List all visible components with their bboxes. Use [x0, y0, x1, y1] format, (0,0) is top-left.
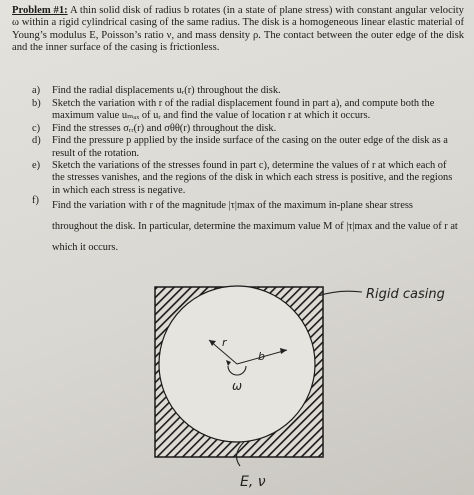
disk-figure	[0, 282, 474, 495]
part-d	[32, 135, 460, 159]
omega-label: ω	[232, 379, 243, 393]
problem-title: Problem #1:	[12, 5, 68, 16]
part-label: c)	[32, 122, 41, 134]
part-text: Find the pressure p applied by the inside surface of the casing on the outer edge of the disk as a result of the rotation.	[52, 135, 448, 159]
part-label: b)	[32, 97, 41, 109]
radius-label: r	[222, 336, 227, 349]
part-b	[32, 98, 460, 122]
part-text: Sketch the variation with r of the radial displacement found in part a), and compute both the maximum value uₘₐₓ of uᵣ and find the value of location r at which it occurs.	[52, 97, 435, 121]
part-text: Find the variation with r of the magnitude |τ|max of the maximum in-plane shear stress throughout the disk. In particular, determine the maximum value M of |τ|max and the value of r at which it occurs.	[52, 200, 458, 254]
part-label: f)	[32, 195, 39, 207]
part-f	[32, 195, 460, 258]
part-e	[32, 160, 460, 197]
problem-parts-list	[32, 85, 460, 259]
outer-radius-label: b	[258, 350, 265, 363]
part-text: Sketch the variations of the stresses found in part c), determine the values of r at which each of the stresses vanishes, and the regions of the disk in which each stress is positive, and the regions in which each stress is negative.	[52, 160, 453, 196]
part-label: d)	[32, 135, 41, 147]
problem-statement	[12, 5, 464, 55]
part-text: Find the radial displacements uᵣ(r) throughout the disk.	[52, 85, 281, 96]
casing-leader-line	[318, 291, 362, 296]
part-c	[32, 123, 460, 135]
part-a	[32, 85, 460, 97]
part-text: Find the stresses σᵣᵣ(r) and σθθ(r) throughout the disk.	[52, 122, 277, 134]
problem-intro-text: A thin solid disk of radius b rotates (in a state of plane stress) with constant angular velocity ω within a rigid cylindrical casing of the same radius. The disk is a homogeneous linear elastic material of Young’s modulus E, Poisson’s ratio ν, and mass density ρ. The contact between the outer edge of the disk and the inner surface of the casing is frictionless.	[12, 5, 464, 54]
material-label: E, ν	[240, 474, 266, 490]
part-label: e)	[32, 160, 41, 172]
casing-label: Rigid casing	[366, 287, 445, 302]
part-label: a)	[32, 85, 41, 96]
